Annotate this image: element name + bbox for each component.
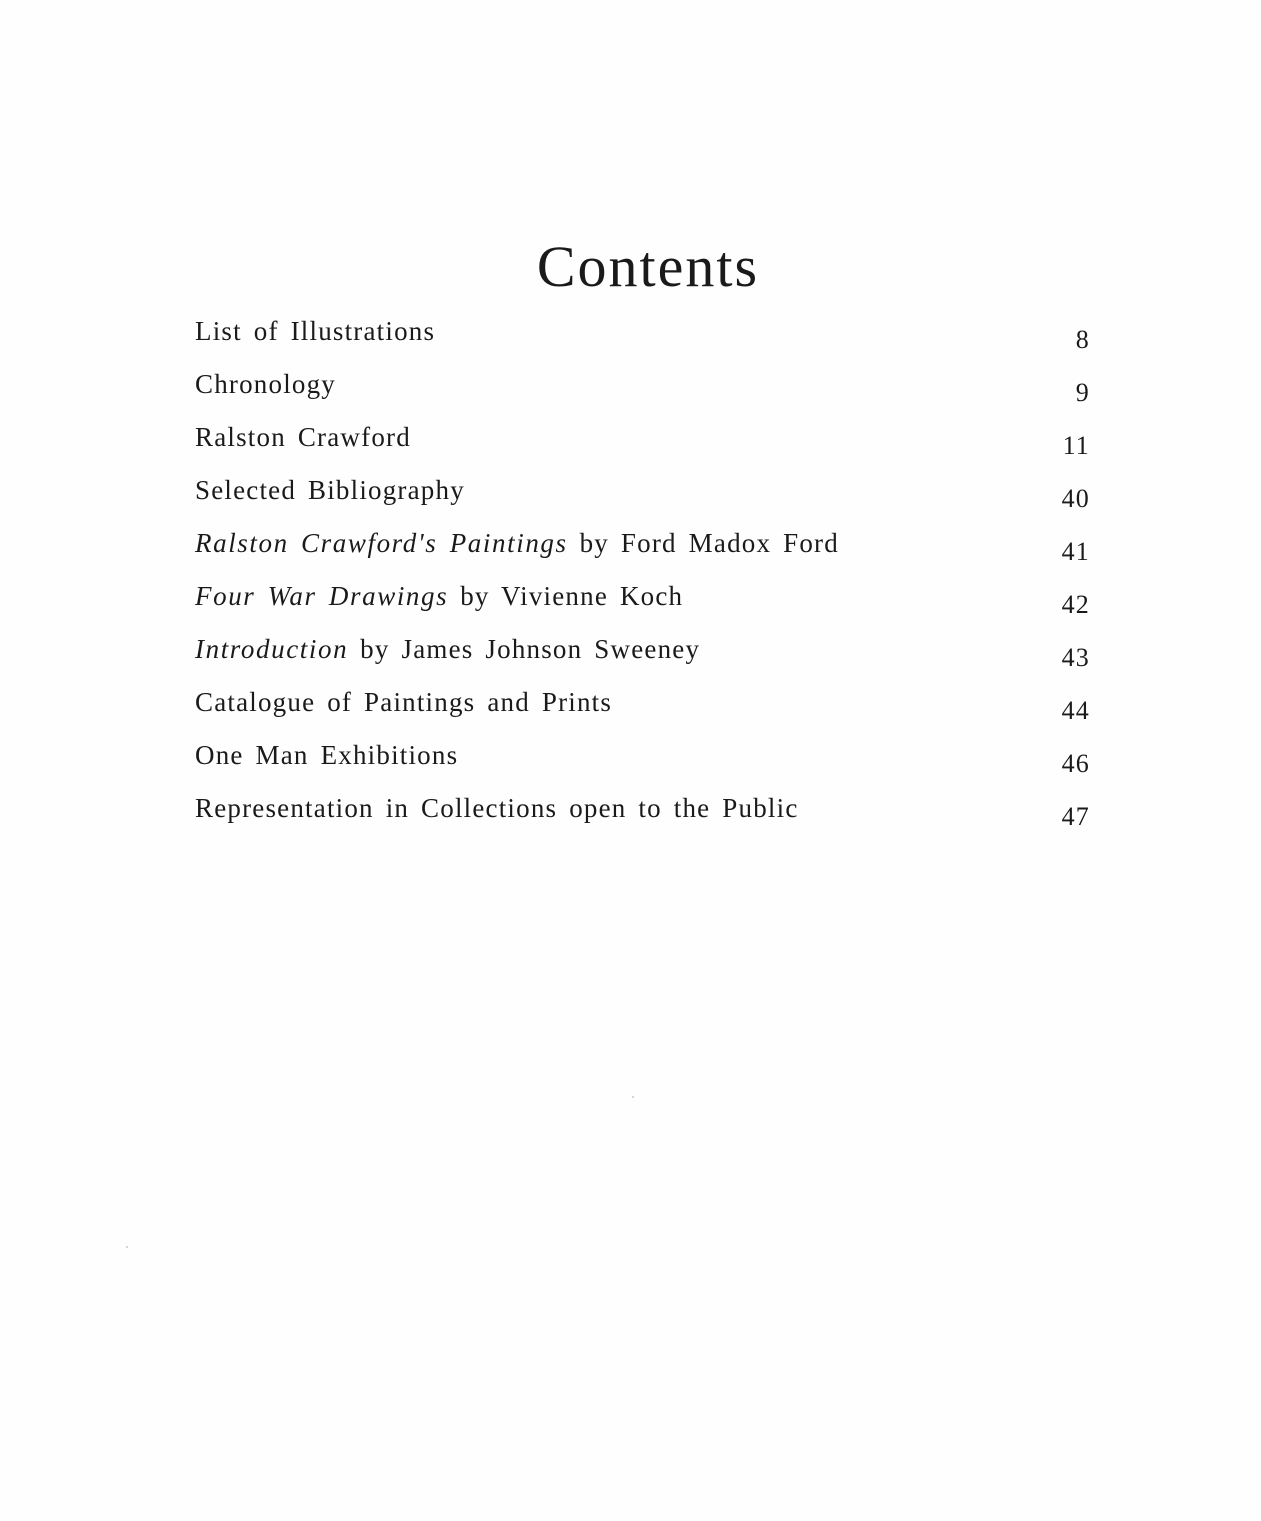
toc-entry-page-number: 43 xyxy=(1061,643,1090,672)
toc-entry xyxy=(195,418,1090,471)
toc-entry-page-number: 41 xyxy=(1061,537,1090,566)
toc-entry-page-number: 40 xyxy=(1061,484,1090,513)
toc-entry xyxy=(195,683,1090,736)
toc-entry-page-number: 8 xyxy=(1075,325,1090,354)
toc-entry-title-text: by James Johnson Sweeney xyxy=(348,634,701,664)
toc-entry-title xyxy=(195,528,839,559)
toc-entry-title-text: One Man Exhibitions xyxy=(195,740,459,770)
toc-entry-title xyxy=(195,581,683,612)
toc-entry-title-italic: Introduction xyxy=(195,634,349,664)
toc-entry-title xyxy=(195,687,612,718)
toc-entry xyxy=(195,524,1090,577)
toc-entry-title xyxy=(195,369,336,400)
toc-entry-title-text: Catalogue of Paintings and Prints xyxy=(195,687,613,717)
toc-entry xyxy=(195,471,1090,524)
paper-speck xyxy=(632,1096,634,1098)
toc-entry-title xyxy=(195,793,799,824)
toc-entry-page-number: 46 xyxy=(1061,749,1090,778)
toc-entry-page-number: 47 xyxy=(1061,802,1090,831)
toc-entry-title-text: Selected Bibliography xyxy=(195,475,465,505)
toc-entry-title xyxy=(195,316,435,347)
toc-entry xyxy=(195,312,1090,365)
toc-entry-title-italic: Four War Drawings xyxy=(195,581,449,611)
toc-entry-title-text: by Vivienne Koch xyxy=(448,581,684,611)
toc-entry xyxy=(195,789,1090,842)
toc-entry-title-text: List of Illustrations xyxy=(195,316,436,346)
toc-entry-page-number: 44 xyxy=(1061,696,1090,725)
table-of-contents xyxy=(195,312,1090,842)
toc-entry-title xyxy=(195,422,411,453)
toc-entry-title xyxy=(195,475,465,506)
page-title: Contents xyxy=(536,234,760,299)
toc-entry xyxy=(195,365,1090,418)
toc-entry-title xyxy=(195,740,458,771)
toc-entry-page-number: 42 xyxy=(1061,590,1090,619)
toc-entry xyxy=(195,577,1090,630)
toc-entry-title-text: by Ford Madox Ford xyxy=(567,528,839,558)
toc-entry-title-text: Chronology xyxy=(195,369,337,399)
toc-entry xyxy=(195,630,1090,683)
toc-entry-title xyxy=(195,634,700,665)
toc-entry-page-number: 9 xyxy=(1075,378,1090,407)
toc-entry-page-number: 11 xyxy=(1062,431,1090,460)
paper-speck xyxy=(126,1246,128,1248)
toc-entry-title-italic: Ralston Crawford's Paintings xyxy=(195,528,568,558)
toc-entry-title-text: Ralston Crawford xyxy=(195,422,411,452)
toc-entry-title-text: Representation in Collections open to the Public xyxy=(195,793,799,823)
toc-entry xyxy=(195,736,1090,789)
